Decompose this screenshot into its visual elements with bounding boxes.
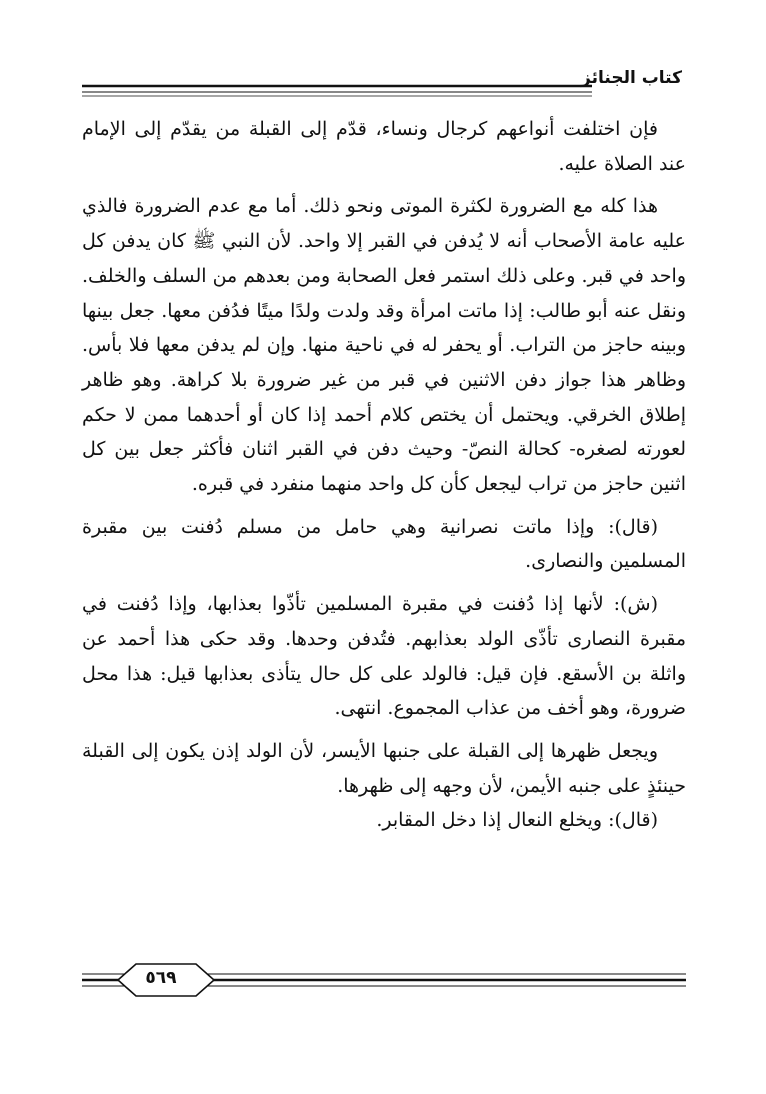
page-header	[82, 64, 682, 108]
paragraph-4: (ش): لأنها إذا دُفنت في مقبرة المسلمين تأذّوا بعذابها، وإذا دُفنت في مقبرة النصارى تأذّى الولد بعذابهم. فتُدفن وحدها. وقد حكى هذا أحمد عن واثلة بن الأسقع. فإن قيل: فالولد على كل حال يتأذى بعذابها قيل: هذا محل ضرورة، وهو أخف من عذاب المجموع. انتهى.	[82, 593, 686, 720]
book-title: كتاب الجنائز	[581, 68, 682, 88]
page-footer	[82, 962, 686, 998]
paragraph-2: هذا كله مع الضرورة لكثرة الموتى ونحو ذلك. أما مع عدم الضرورة فالذي عليه عامة الأصحاب أنه لا يُدفن في القبر إلا واحد. لأن النبي ﷺ كان يدفن كل واحد في قبر. وعلى ذلك استمر فعل الصحابة ومن بعدهم من السلف والخلف. ونقل عنه أبو طالب: إذا ماتت امرأة وقد ولدت ولدًا ميتًا فدُفن معها. جعل بينها وبينه حاجز من التراب. أو يحفر له في ناحية منها. وإن لم يدفن معها فلا بأس. وظاهر هذا جواز دفن الاثنين في قبر من غير ضرورة بلا كراهة. وهو ظاهر إطلاق الخرقي. ويحتمل أن يختص كلام أحمد إذا كان أو أحدهما ممن لا حكم لعورته لصغره- كحالة النصّ- وحيث دفن في القبر اثنان فأكثر جعل بين كل اثنين حاجز من تراب ليجعل كأن كل واحد منهما منفرد في قبره.	[82, 195, 686, 496]
paragraph-6: (قال): ويخلع النعال إذا دخل المقابر.	[376, 809, 658, 832]
page-body	[82, 112, 686, 838]
paragraph-3: (قال): وإذا ماتت نصرانية وهي حامل من مسلم دُفنت بين مقبرة المسلمين والنصارى.	[82, 515, 686, 573]
paragraph-1: فإن اختلفت أنواعهم كرجال ونساء، قدّم إلى القبلة من يقدّم إلى الإمام عند الصلاة عليه.	[82, 118, 686, 175]
paragraph-5: ويجعل ظهرها إلى القبلة على جنبها الأيسر، لأن الولد إذن يكون إلى القبلة حينئذٍ على جنبه الأيمن، لأن وجهه إلى ظهرها.	[82, 739, 686, 797]
page-number: ٥٦٩	[145, 968, 177, 988]
